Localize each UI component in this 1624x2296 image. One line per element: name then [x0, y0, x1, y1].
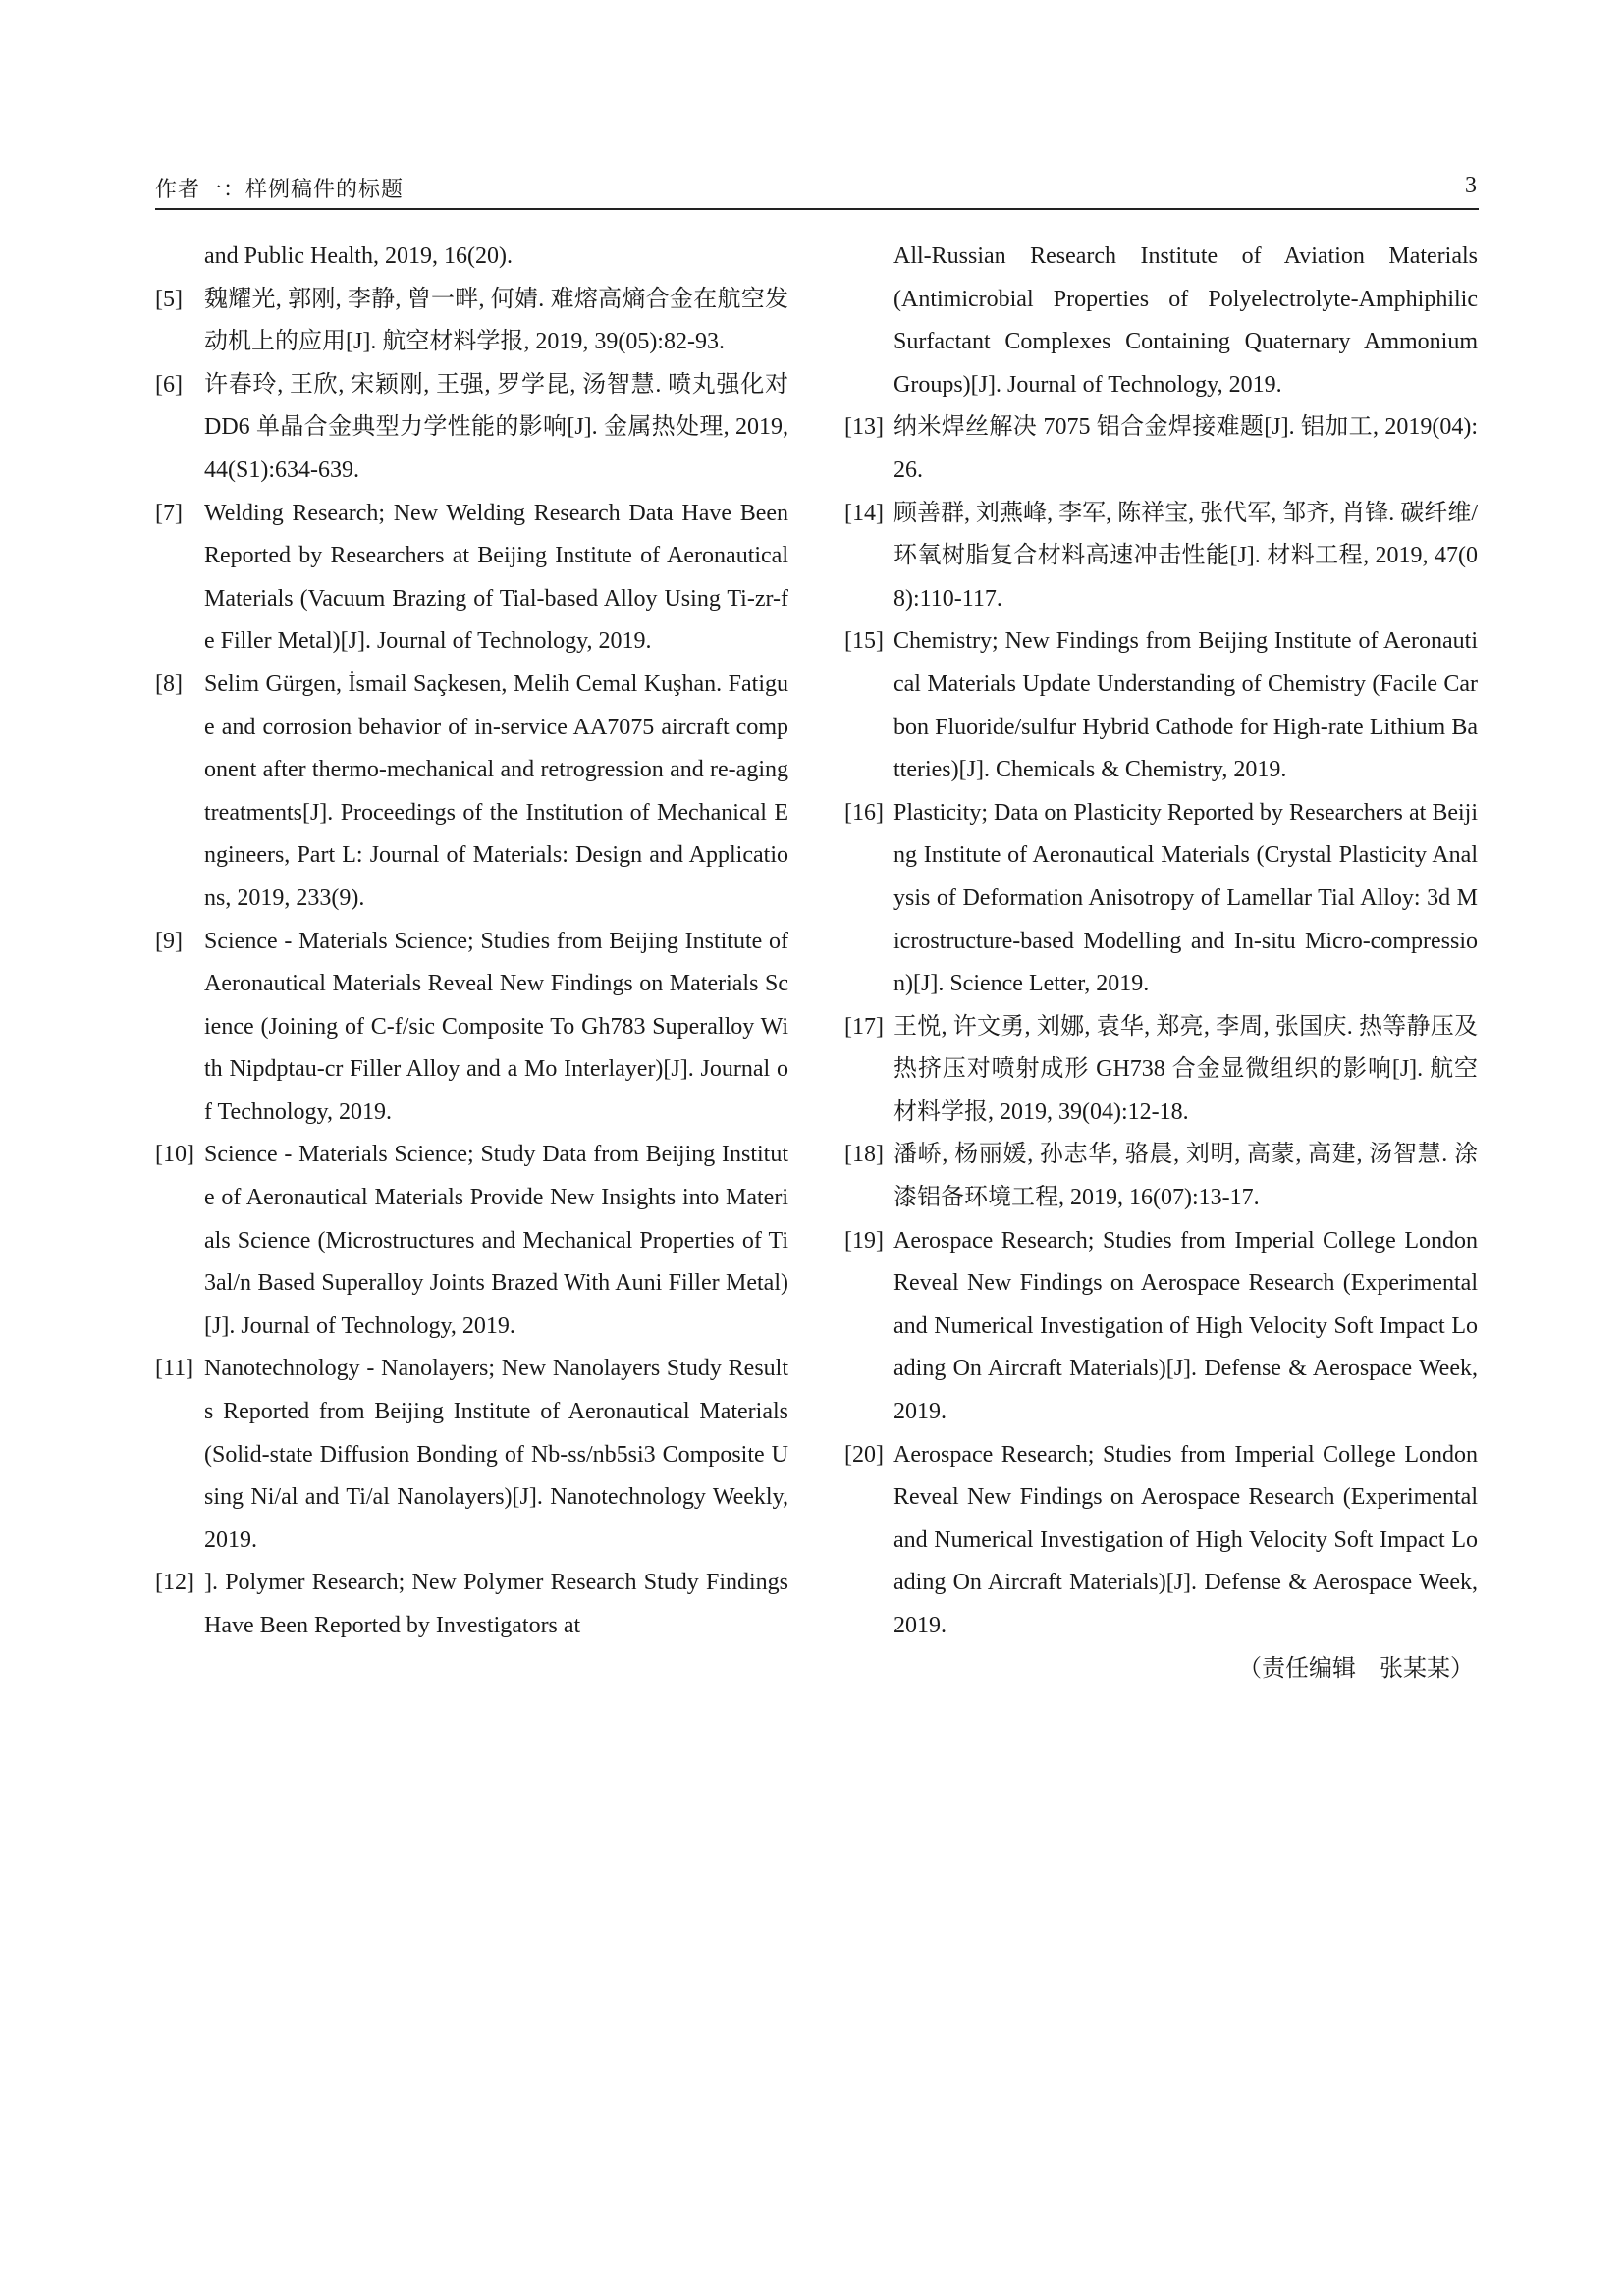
- reference-item: [844, 792, 1478, 1006]
- left-column: [155, 236, 788, 1648]
- reference-item: [155, 1134, 788, 1348]
- reference-item: [155, 921, 788, 1135]
- reference-number: [19]: [844, 1227, 884, 1254]
- reference-item: [155, 364, 788, 493]
- reference-number: [16]: [844, 799, 884, 826]
- reference-text: Selim Gürgen, İsmail Saçkesen, Melih Cemal Kuşhan. Fatigue and corrosion behavior of in-service AA7075 aircraft component after thermo-mechanical and retrogression and re-aging treatments[J]. Proceedings of the Institution of Mechanical Engineers, Part L: Journal of Materials: Design and Applications, 2019, 233(9).: [204, 670, 788, 911]
- reference-text: Aerospace Research; Studies from Imperial College London Reveal New Findings on Aerospace Research (Experimental and Numerical Investigation of High Velocity Soft Impact Loading On Aircraft Materials)[J]. Defense & Aerospace Week, 2019.: [893, 1441, 1478, 1638]
- reference-number: [14]: [844, 500, 884, 526]
- reference-text: 顾善群, 刘燕峰, 李军, 陈祥宝, 张代军, 邹齐, 肖锋. 碳纤维/环氧树脂复合材料高速冲击性能[J]. 材料工程, 2019, 47(08):110-117.: [893, 500, 1478, 612]
- reference-number: [7]: [155, 500, 183, 526]
- reference-number: [11]: [155, 1356, 194, 1382]
- reference-text: Science - Materials Science; Study Data from Beijing Institute of Aeronautical Materials Provide New Insights into Materials Science (Microstructures and Mechanical Properties of Ti3al/n Based Superalloy Joints Brazed With Auni Filler Metal)[J]. Journal of Technology, 2019.: [204, 1142, 788, 1339]
- running-title: 作者一：样例稿件的标题: [155, 178, 405, 202]
- reference-number: [12]: [155, 1570, 194, 1596]
- reference-item: [844, 620, 1478, 791]
- reference-item: [844, 1434, 1478, 1648]
- reference-text: 魏耀光, 郭刚, 李静, 曾一畔, 何婧. 难熔高熵合金在航空发动机上的应用[J]. 航空材料学报, 2019, 39(05):82-93.: [204, 286, 788, 355]
- reference-item: [844, 1220, 1478, 1434]
- reference-number: [9]: [155, 928, 183, 954]
- reference-number: [18]: [844, 1142, 884, 1168]
- reference-text: Science - Materials Science; Studies from Beijing Institute of Aeronautical Materials Reveal New Findings on Materials Science (Joining of C-f/sic Composite To Gh783 Superalloy With Nipdptau-cr Filler Alloy and a Mo Interlayer)[J]. Journal of Technology, 2019.: [204, 928, 788, 1125]
- reference-item: [155, 1348, 788, 1562]
- reference-item: [844, 406, 1478, 492]
- reference-text: Aerospace Research; Studies from Imperial College London Reveal New Findings on Aerospace Research (Experimental and Numerical Investigation of High Velocity Soft Impact Loading On Aircraft Materials)[J]. Defense & Aerospace Week, 2019.: [893, 1227, 1478, 1425]
- reference-continuation: All-Russian Research Institute of Aviation Materials (Antimicrobial Properties of Polyelectrolyte-Amphiphilic Surfactant Complexes Containing Quaternary Ammonium Groups)[J]. Journal of Technology, 2019.: [893, 243, 1478, 398]
- reference-item: [155, 664, 788, 921]
- reference-text: 纳米焊丝解决 7075 铝合金焊接难题[J]. 铝加工, 2019(04):26.: [893, 414, 1478, 483]
- reference-item: [844, 1006, 1478, 1135]
- reference-number: [6]: [155, 371, 183, 398]
- reference-text: Plasticity; Data on Plasticity Reported by Researchers at Beijing Institute of Aeronautical Materials (Crystal Plasticity Analysis of Deformation Anisotropy of Lamellar Tial Alloy: 3d Microstructure-based Modelling and In-situ Micro-compression)[J]. Science Letter, 2019.: [893, 799, 1478, 997]
- reference-number: [10]: [155, 1142, 194, 1168]
- responsible-editor: （责任编辑 张某某）: [1238, 1655, 1474, 1682]
- reference-number: [17]: [844, 1013, 884, 1040]
- reference-text: 王悦, 许文勇, 刘娜, 袁华, 郑亮, 李周, 张国庆. 热等静压及热挤压对喷射成形 GH738 合金显微组织的影响[J]. 航空材料学报, 2019, 39(04):12-18.: [893, 1013, 1478, 1125]
- right-column: [844, 236, 1478, 1690]
- reference-item: [155, 493, 788, 664]
- reference-continuation: and Public Health, 2019, 16(20).: [204, 243, 513, 269]
- running-header: [155, 171, 1479, 210]
- reference-text: 许春玲, 王欣, 宋颖刚, 王强, 罗学昆, 汤智慧. 喷丸强化对 DD6 单晶合金典型力学性能的影响[J]. 金属热处理, 2019, 44(S1):634-639.: [204, 371, 788, 483]
- reference-text: Nanotechnology - Nanolayers; New Nanolayers Study Results Reported from Beijing Institute of Aeronautical Materials (Solid-state Diffusion Bonding of Nb-ss/nb5si3 Composite Using Ni/al and Ti/al Nanolayers)[J]. Nanotechnology Weekly, 2019.: [204, 1356, 788, 1553]
- page-number: 3: [1465, 173, 1477, 198]
- reference-number: [15]: [844, 628, 884, 655]
- reference-item: [155, 1562, 788, 1647]
- reference-number: [20]: [844, 1441, 884, 1468]
- reference-number: [8]: [155, 670, 183, 697]
- reference-item: [155, 279, 788, 364]
- reference-text: Chemistry; New Findings from Beijing Institute of Aeronautical Materials Update Understanding of Chemistry (Facile Carbon Fluoride/sulfur Hybrid Cathode for High-rate Lithium Batteries)[J]. Chemicals & Chemistry, 2019.: [893, 628, 1478, 783]
- reference-item: [844, 1134, 1478, 1219]
- reference-number: [13]: [844, 414, 884, 441]
- reference-text: ]. Polymer Research; New Polymer Research Study Findings Have Been Reported by Investigators at: [204, 1570, 788, 1638]
- reference-text: Welding Research; New Welding Research Data Have Been Reported by Researchers at Beijing Institute of Aeronautical Materials (Vacuum Brazing of Tial-based Alloy Using Ti-zr-fe Filler Metal)[J]. Journal of Technology, 2019.: [204, 500, 788, 655]
- reference-number: [5]: [155, 286, 183, 312]
- reference-item: [844, 493, 1478, 621]
- reference-text: 潘峤, 杨丽媛, 孙志华, 骆晨, 刘明, 高蒙, 高建, 汤智慧. 涂漆铝备环境工程, 2019, 16(07):13-17.: [893, 1142, 1478, 1211]
